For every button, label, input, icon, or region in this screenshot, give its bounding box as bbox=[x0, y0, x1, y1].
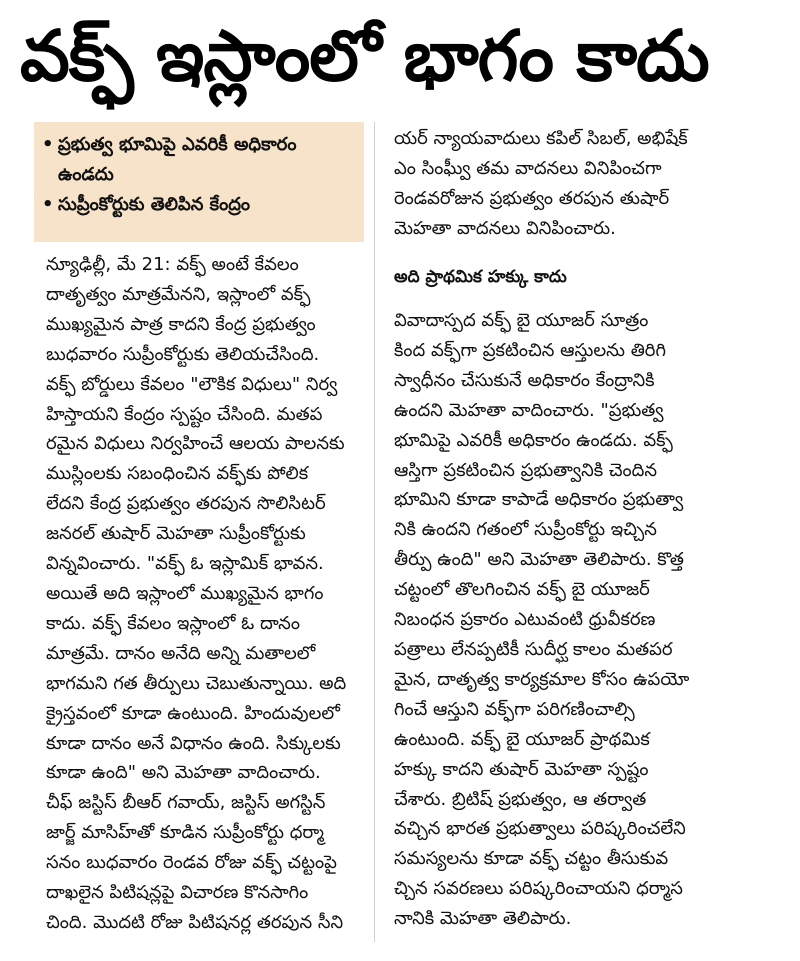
text-line: జనరల్ తుషార్ మెహతా సుప్రీంకోర్టుకు bbox=[46, 523, 306, 545]
text-line: బుధవారం సుప్రీంకోర్టుకు తెలియచేసింది. bbox=[46, 343, 320, 365]
text-line: వివాదాస్పద వక్ఫ్ బై యూజర్ సూత్రం bbox=[394, 310, 649, 331]
text-line: దాతృత్వం మాత్రమేనని, ఇస్లాంలో వక్ఫ్ bbox=[46, 283, 311, 305]
text-line: కాదు. వక్ఫ్ కేవలం ఇస్లాంలో ఓ దానం bbox=[46, 612, 300, 634]
text-line: భూమిపై ఎవరికీ అధికారం ఉండదు. వక్ఫ్ bbox=[394, 429, 673, 451]
text-line: విన్నవించారు. "వక్ఫ్ ఓ ఇస్లామిక్ భావన. bbox=[46, 553, 324, 575]
bullet-icon: • bbox=[42, 134, 54, 155]
text-line: మెహతా వాదనలు వినిపించారు. bbox=[394, 217, 616, 239]
text-line: ఉందని మెహతా వాదించారు. "ప్రభుత్వ bbox=[394, 399, 664, 421]
text-line: ఆస్తిగా ప్రకటించిన ప్రభుత్వానికి చెందిన bbox=[394, 459, 658, 481]
text-line: ముస్లింలకు సబంధించిన వక్ఫ్‌కు పోలిక bbox=[46, 463, 309, 485]
text-line: హక్కు కాదని తుషార్ మెహతా స్పష్టం bbox=[394, 758, 649, 780]
text-line: జార్జ్ మాసిహ్‌తో కూడిన సుప్రీంకోర్టు ధర్మా bbox=[46, 822, 324, 844]
text-line: రెండవరోజున ప్రభుత్వం తరపున తుషార్ bbox=[394, 187, 670, 209]
bullet-icon: • bbox=[42, 194, 54, 215]
text-line: కూడా ఉంది" అని మెహతా వాదించారు. bbox=[46, 762, 321, 784]
highlight-text: ప్రభుత్వ భూమిపై ఎవరికీ అధికారం ఉండదు bbox=[58, 134, 297, 185]
text-line: సమస్యలను కూడా వక్ఫ్ చట్టం తీసుకువ bbox=[394, 848, 669, 870]
text-line: సనం బుధవారం రెండవ రోజు వక్ఫ్ చట్టంపై bbox=[46, 852, 337, 874]
text-line: న్యూఢిల్లీ, మే 21: వక్ఫ్ అంటే కేవలం bbox=[46, 254, 299, 275]
text-line: యర్ న్యాయవాదులు కపిల్ సిబల్, అభిషేక్ bbox=[394, 128, 688, 149]
text-line: కింద వక్ఫ్‌గా ప్రకటించిన ఆస్తులను తిరిగి bbox=[394, 339, 666, 361]
text-line: ఎం సింఘ్వీ తమ వాదనలు వినిపించగా bbox=[394, 157, 662, 179]
article-column-right-top bbox=[394, 124, 734, 244]
subheading: అది ప్రాథమిక హక్కు కాదు bbox=[394, 267, 567, 287]
highlight-text: సుప్రీంకోర్టుకు తెలిపిన కేంద్రం bbox=[58, 194, 251, 215]
text-line: గించే ఆస్తుని వక్ఫ్‌గా పరిగణించాల్సి bbox=[394, 698, 635, 720]
text-line: భాగమని గత తీర్పులు చెబుతున్నాయి. అది bbox=[46, 672, 347, 694]
article-column-left bbox=[46, 250, 386, 938]
text-line: స్వాధీనం చేసుకునే అధికారం కేంద్రానికి bbox=[394, 369, 655, 391]
text-line: చింది. మొదటి రోజు పిటిషనర్ల తరపున సీని bbox=[46, 911, 344, 933]
text-line: భూమిని కూడా కాపాడే అధికారం ప్రభుత్వా bbox=[394, 489, 684, 511]
highlight-item bbox=[42, 190, 356, 220]
text-line: చేశారు. బ్రిటిష్ ప్రభుత్వం, ఆ తర్వాత bbox=[394, 788, 647, 810]
text-line: మైన, దాతృత్వ కార్యక్రమాల కోసం ఉపయో bbox=[394, 668, 690, 690]
headline: వక్ఫ్ ఇస్లాంలో భాగం కాదు bbox=[20, 15, 709, 97]
text-line: చ్చిన సవరణలు పరిష్కరించాయని ధర్మాస bbox=[394, 878, 683, 900]
text-line: హిస్తాయని కేంద్రం స్పష్టం చేసింది. మతప bbox=[46, 403, 323, 425]
text-line: చీఫ్ జస్టిస్ బీఆర్ గవాయ్, జస్టిస్ అగస్టిన్ bbox=[46, 792, 326, 814]
text-line: నిబంధన ప్రకారం ఎటువంటి ధ్రువీకరణ bbox=[394, 609, 656, 631]
highlight-item bbox=[42, 130, 356, 190]
text-line: వచ్చిన భారత ప్రభుత్వాలు పరిష్కరించలేని bbox=[394, 818, 686, 840]
text-line: అయితే అది ఇస్లాంలో ముఖ్యమైన భాగం bbox=[46, 582, 324, 604]
text-line: రమైన విధులు నిర్వహించే ఆలయ పాలనకు bbox=[46, 433, 345, 455]
text-line: తీర్పు ఉంది" అని మెహతా తెలిపారు. కొత్త bbox=[394, 549, 684, 571]
text-line: వక్ఫ్ బోర్డులు కేవలం "లౌకిక విధులు" నిర్వ bbox=[46, 373, 338, 395]
highlights-box bbox=[34, 122, 364, 242]
text-line: నికి ఉందని గతంలో సుప్రీంకోర్టు ఇచ్చిన bbox=[394, 519, 657, 541]
article-column-right-bottom bbox=[394, 306, 734, 934]
text-line: ఉంటుంది. వక్ఫ్ బై యూజర్ ప్రాథమిక bbox=[394, 728, 650, 750]
text-line: దాఖలైన పిటిషన్లపై విచారణ కొనసాగిం bbox=[46, 882, 309, 904]
text-line: లేదని కేంద్ర ప్రభుత్వం తరపున సొలిసిటర్ bbox=[46, 493, 326, 515]
text-line: కూడా దానం అనే విధానం ఉంది. సిక్కులకు bbox=[46, 732, 341, 754]
text-line: క్రైస్తవంలో కూడా ఉంటుంది. హిందువులలో bbox=[46, 702, 340, 724]
text-line: చట్టంలో తొలగించిన వక్ఫ్ బై యూజర్ bbox=[394, 579, 650, 601]
text-line: మాత్రమే. దానం అనేది అన్ని మతాలలో bbox=[46, 642, 316, 664]
text-line: నానికి మెహతా తెలిపారు. bbox=[394, 908, 572, 930]
text-line: ముఖ్యమైన పాత్ర కాదని కేంద్ర ప్రభుత్వం bbox=[46, 313, 316, 335]
text-line: పత్రాలు లేనప్పటికీ సుదీర్ఘ కాలం మతపర bbox=[394, 638, 673, 660]
